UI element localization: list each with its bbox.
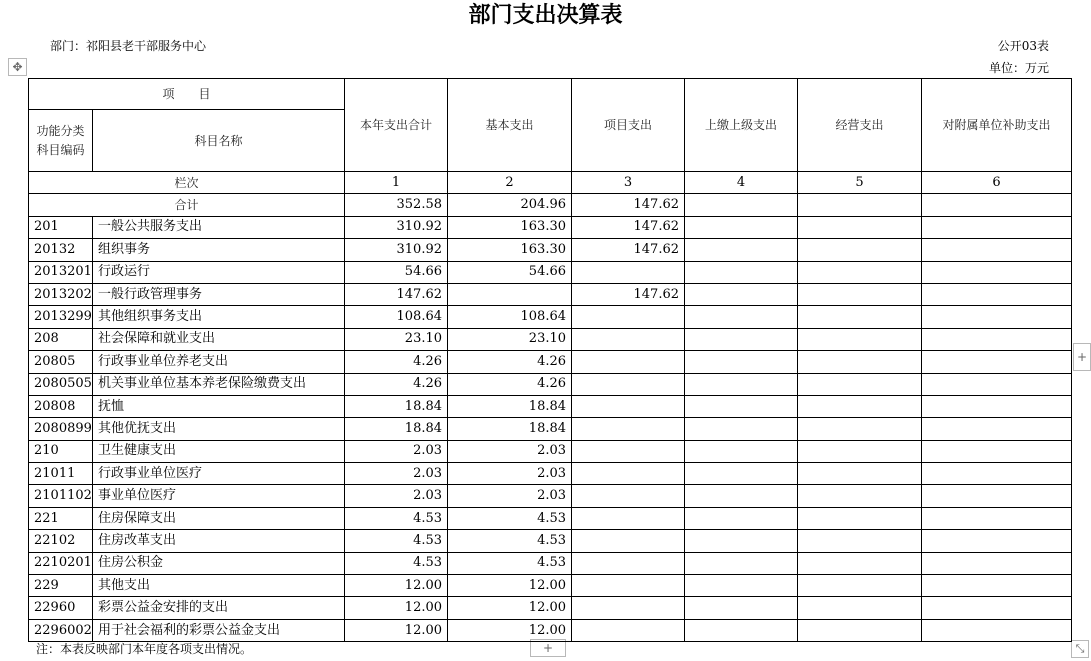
row-value: 4.26	[448, 373, 572, 395]
row-value: 23.10	[345, 328, 448, 350]
row-value	[572, 530, 685, 552]
row-value	[798, 328, 922, 350]
row-value: 310.92	[345, 216, 448, 238]
row-value	[922, 597, 1072, 619]
row-value	[922, 485, 1072, 507]
row-value: 2.03	[345, 440, 448, 462]
footnote: 注：本表反映部门本年度各项支出情况。	[36, 642, 253, 656]
row-code: 2013201	[29, 261, 93, 283]
row-name: 组织事务	[93, 239, 345, 261]
row-value	[922, 261, 1072, 283]
row-number: 1	[345, 172, 448, 194]
row-value: 108.64	[345, 306, 448, 328]
row-code: 2080505	[29, 373, 93, 395]
row-value	[798, 418, 922, 440]
row-name: 行政运行	[93, 261, 345, 283]
row-value	[798, 395, 922, 417]
row-value: 23.10	[448, 328, 572, 350]
table-row	[29, 328, 1072, 350]
row-value	[572, 373, 685, 395]
row-name: 机关事业单位基本养老保险缴费支出	[93, 373, 345, 395]
row-value: 4.53	[448, 530, 572, 552]
row-value	[572, 351, 685, 373]
row-value: 2.03	[345, 485, 448, 507]
total-value	[685, 194, 798, 216]
row-value	[798, 373, 922, 395]
row-value	[798, 306, 922, 328]
table-row	[29, 440, 1072, 462]
table-row	[29, 216, 1072, 238]
row-value	[798, 619, 922, 641]
header-name: 科目名称	[93, 110, 345, 172]
row-code: 20805	[29, 351, 93, 373]
table-code-label: 公开03表	[997, 39, 1049, 53]
total-value: 147.62	[572, 194, 685, 216]
row-value	[685, 283, 798, 305]
table-row	[29, 463, 1072, 485]
row-value	[798, 216, 922, 238]
row-value	[922, 619, 1072, 641]
row-value: 12.00	[448, 597, 572, 619]
row-name: 行政事业单位医疗	[93, 463, 345, 485]
table-row	[29, 485, 1072, 507]
row-value: 147.62	[345, 283, 448, 305]
row-value	[922, 507, 1072, 529]
row-name: 社会保障和就业支出	[93, 328, 345, 350]
row-value: 147.62	[572, 216, 685, 238]
header-col-3: 项目支出	[572, 79, 685, 172]
page-title: 部门支出决算表	[468, 3, 623, 28]
row-value: 2.03	[448, 440, 572, 462]
row-name: 一般行政管理事务	[93, 283, 345, 305]
row-value	[572, 440, 685, 462]
row-name: 抚恤	[93, 395, 345, 417]
header-row-1	[29, 79, 1072, 110]
row-code: 2013299	[29, 306, 93, 328]
row-value: 4.53	[345, 552, 448, 574]
row-value	[922, 283, 1072, 305]
row-code: 221	[29, 507, 93, 529]
row-value: 163.30	[448, 216, 572, 238]
row-value	[685, 530, 798, 552]
table-row	[29, 575, 1072, 597]
row-value	[572, 507, 685, 529]
row-value	[685, 373, 798, 395]
table-row	[29, 507, 1072, 529]
row-name: 用于社会福利的彩票公益金支出	[93, 619, 345, 641]
row-value	[685, 351, 798, 373]
total-value: 204.96	[448, 194, 572, 216]
add-column-button[interactable]: +	[1073, 343, 1091, 371]
row-value	[798, 351, 922, 373]
row-value	[922, 373, 1072, 395]
row-code: 210	[29, 440, 93, 462]
table-row	[29, 619, 1072, 641]
row-value	[798, 239, 922, 261]
row-value: 12.00	[345, 597, 448, 619]
total-value	[798, 194, 922, 216]
row-value	[798, 530, 922, 552]
row-value: 12.00	[345, 619, 448, 641]
row-value: 54.66	[345, 261, 448, 283]
row-value: 18.84	[448, 395, 572, 417]
total-value: 352.58	[345, 194, 448, 216]
row-value	[798, 440, 922, 462]
row-value	[798, 261, 922, 283]
row-name: 其他组织事务支出	[93, 306, 345, 328]
row-value	[798, 463, 922, 485]
row-number-row	[29, 172, 1072, 194]
table-row	[29, 418, 1072, 440]
row-value	[922, 575, 1072, 597]
row-value	[798, 283, 922, 305]
row-number: 4	[685, 172, 798, 194]
table-row	[29, 239, 1072, 261]
row-value	[922, 463, 1072, 485]
row-value	[685, 418, 798, 440]
row-code: 2296002	[29, 619, 93, 641]
row-value	[685, 507, 798, 529]
row-name: 住房改革支出	[93, 530, 345, 552]
row-value	[685, 395, 798, 417]
row-value	[572, 552, 685, 574]
row-value: 2.03	[345, 463, 448, 485]
row-code: 20132	[29, 239, 93, 261]
row-value	[685, 552, 798, 574]
row-value	[922, 328, 1072, 350]
row-value	[685, 575, 798, 597]
row-value	[685, 463, 798, 485]
row-value	[572, 328, 685, 350]
row-value	[685, 440, 798, 462]
row-value: 163.30	[448, 239, 572, 261]
total-row	[29, 194, 1072, 216]
table-body	[29, 79, 1072, 642]
row-number-label: 栏次	[29, 172, 345, 194]
row-value	[448, 283, 572, 305]
row-value: 310.92	[345, 239, 448, 261]
row-value: 4.53	[448, 552, 572, 574]
row-code: 208	[29, 328, 93, 350]
row-code: 201	[29, 216, 93, 238]
row-code: 2101102	[29, 485, 93, 507]
row-value	[572, 418, 685, 440]
row-value	[685, 306, 798, 328]
table-row	[29, 261, 1072, 283]
row-value: 12.00	[448, 575, 572, 597]
table-row	[29, 395, 1072, 417]
row-code: 2080899	[29, 418, 93, 440]
row-value	[685, 261, 798, 283]
row-value	[685, 619, 798, 641]
row-value: 147.62	[572, 239, 685, 261]
row-value: 2.03	[448, 463, 572, 485]
row-code: 2210201	[29, 552, 93, 574]
row-value	[798, 575, 922, 597]
row-value: 4.53	[345, 530, 448, 552]
row-name: 行政事业单位养老支出	[93, 351, 345, 373]
row-value	[922, 418, 1072, 440]
row-name: 住房公积金	[93, 552, 345, 574]
table-row	[29, 351, 1072, 373]
row-value: 12.00	[345, 575, 448, 597]
row-value: 4.26	[345, 373, 448, 395]
header-col-2: 基本支出	[448, 79, 572, 172]
header-col-5: 经营支出	[798, 79, 922, 172]
row-code: 229	[29, 575, 93, 597]
row-value	[685, 597, 798, 619]
row-value: 18.84	[345, 418, 448, 440]
table-row	[29, 306, 1072, 328]
table-row	[29, 283, 1072, 305]
table-resize-handle-icon[interactable]: ⤡	[1071, 640, 1089, 658]
row-value	[922, 395, 1072, 417]
row-number: 3	[572, 172, 685, 194]
header-col-4: 上缴上级支出	[685, 79, 798, 172]
add-row-button[interactable]: +	[530, 639, 566, 657]
row-value	[922, 552, 1072, 574]
row-value	[685, 328, 798, 350]
row-value	[685, 216, 798, 238]
table-move-handle-icon[interactable]: ✥	[8, 58, 27, 76]
row-number: 5	[798, 172, 922, 194]
row-value: 4.26	[448, 351, 572, 373]
row-value	[572, 395, 685, 417]
total-value	[922, 194, 1072, 216]
row-value	[572, 575, 685, 597]
row-code: 20808	[29, 395, 93, 417]
row-value	[572, 261, 685, 283]
row-value	[798, 597, 922, 619]
row-value: 54.66	[448, 261, 572, 283]
row-value: 108.64	[448, 306, 572, 328]
total-label: 合计	[29, 194, 345, 216]
department-label: 部门：祁阳县老干部服务中心	[50, 39, 207, 53]
row-code: 21011	[29, 463, 93, 485]
row-code: 22102	[29, 530, 93, 552]
table-row	[29, 530, 1072, 552]
row-value: 4.53	[448, 507, 572, 529]
header-col-6: 对附属单位补助支出	[922, 79, 1072, 172]
row-name: 彩票公益金安排的支出	[93, 597, 345, 619]
row-name: 住房保障支出	[93, 507, 345, 529]
row-value	[922, 216, 1072, 238]
table-row	[29, 373, 1072, 395]
row-name: 卫生健康支出	[93, 440, 345, 462]
row-value	[572, 597, 685, 619]
row-name: 其他支出	[93, 575, 345, 597]
row-number: 6	[922, 172, 1072, 194]
row-name: 事业单位医疗	[93, 485, 345, 507]
row-value: 4.26	[345, 351, 448, 373]
row-value	[572, 463, 685, 485]
row-value	[572, 485, 685, 507]
row-value: 12.00	[448, 619, 572, 641]
row-value	[798, 485, 922, 507]
row-value	[572, 306, 685, 328]
row-value	[922, 530, 1072, 552]
row-value	[685, 485, 798, 507]
row-name: 一般公共服务支出	[93, 216, 345, 238]
table-row	[29, 552, 1072, 574]
row-name: 其他优抚支出	[93, 418, 345, 440]
row-value	[922, 351, 1072, 373]
header-item: 项 目	[29, 79, 345, 110]
row-value	[922, 239, 1072, 261]
row-value	[685, 239, 798, 261]
row-value: 147.62	[572, 283, 685, 305]
header-col-1: 本年支出合计	[345, 79, 448, 172]
row-value: 18.84	[448, 418, 572, 440]
table-row	[29, 597, 1072, 619]
row-value: 2.03	[448, 485, 572, 507]
row-code: 2013202	[29, 283, 93, 305]
row-value	[798, 507, 922, 529]
row-code: 22960	[29, 597, 93, 619]
row-value	[922, 440, 1072, 462]
row-number: 2	[448, 172, 572, 194]
expenditure-table	[28, 78, 1072, 642]
row-value	[922, 306, 1072, 328]
row-value: 4.53	[345, 507, 448, 529]
row-value	[798, 552, 922, 574]
header-code: 功能分类科目编码	[29, 110, 93, 172]
unit-label: 单位：万元	[988, 61, 1049, 75]
row-value	[572, 619, 685, 641]
row-value: 18.84	[345, 395, 448, 417]
